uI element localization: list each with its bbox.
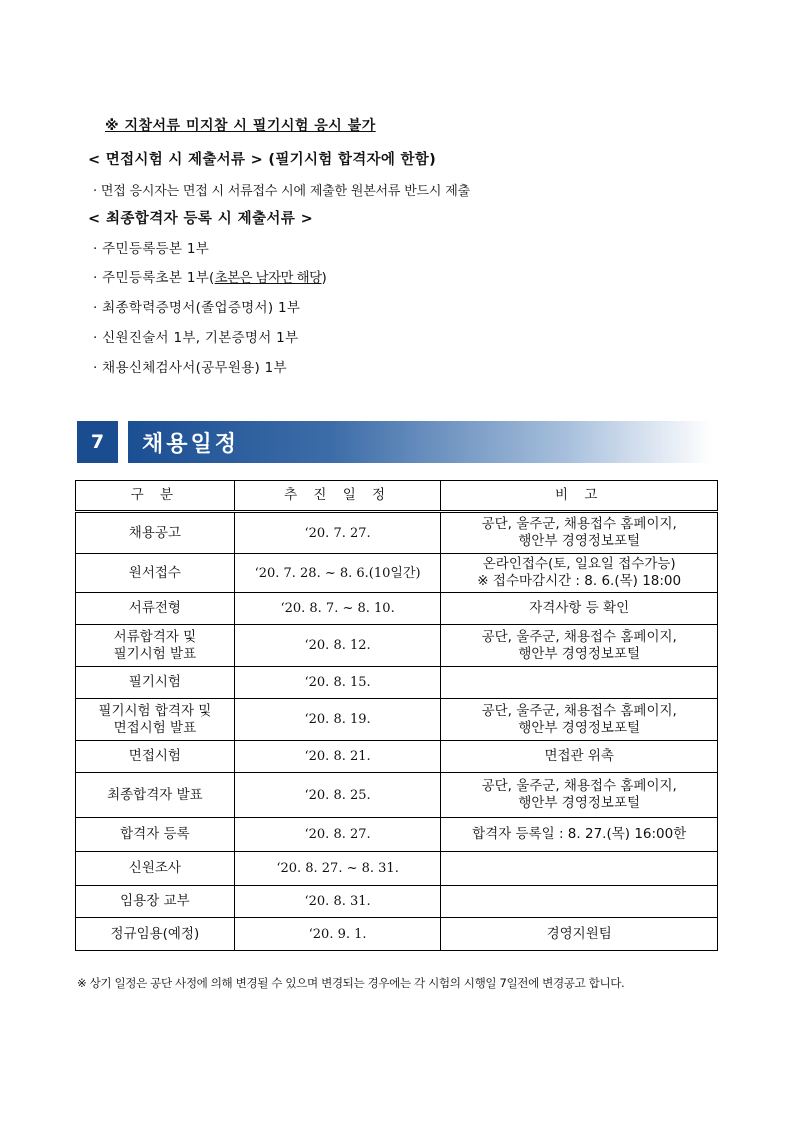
date-cell: ‘20. 8. 31. (234, 886, 441, 918)
date-cell: ‘20. 8. 19. (234, 699, 441, 741)
stage-cell: 최종합격자 발표 (76, 773, 235, 818)
final-doc-item-text: · 주민등록초본 1부( (93, 270, 215, 286)
table-row (76, 593, 718, 625)
table-row (76, 773, 718, 818)
table-row (76, 818, 718, 852)
header-stage: 구 분 (76, 481, 235, 512)
note-cell: 온라인접수(토, 일요일 접수가능) ※ 접수마감시간 : 8. 6.(목) 18:00 (441, 554, 718, 593)
schedule-table (75, 480, 718, 951)
final-doc-item (93, 266, 327, 286)
note-cell (441, 852, 718, 886)
table-row (76, 886, 718, 918)
note-cell (441, 886, 718, 918)
note-cell: 면접관 위촉 (441, 741, 718, 773)
note-cell: 합격자 등록일 : 8. 27.(목) 16:00한 (441, 818, 718, 852)
note-cell: 공단, 울주군, 채용접수 홈페이지, 행안부 경영정보포털 (441, 625, 718, 667)
date-cell: ‘20. 8. 12. (234, 625, 441, 667)
note-cell: 공단, 울주군, 채용접수 홈페이지, 행안부 경영정보포털 (441, 699, 718, 741)
stage-cell: 원서접수 (76, 554, 235, 593)
interview-docs-note: · 면접 응시자는 면접 시 서류접수 시에 제출한 원본서류 반드시 제출 (93, 184, 470, 199)
table-header-row (76, 481, 718, 512)
date-cell: ‘20. 8. 27. ~ 8. 31. (234, 852, 441, 886)
note-cell: 경영지원팀 (441, 918, 718, 951)
table-row (76, 512, 718, 554)
final-doc-item: · 신원진술서 1부, 기본증명서 1부 (93, 330, 299, 346)
stage-cell: 합격자 등록 (76, 818, 235, 852)
final-doc-item: · 최종학력증명서(졸업증명서) 1부 (93, 300, 301, 316)
date-cell: ‘20. 7. 27. (234, 512, 441, 554)
date-cell: ‘20. 7. 28. ~ 8. 6.(10일간) (234, 554, 441, 593)
date-cell: ‘20. 8. 7. ~ 8. 10. (234, 593, 441, 625)
table-row (76, 741, 718, 773)
final-doc-item-condition: 초본은 남자만 해당 (214, 270, 322, 286)
section-number: 7 (77, 421, 118, 463)
stage-cell: 임용장 교부 (76, 886, 235, 918)
stage-cell: 채용공고 (76, 512, 235, 554)
table-row (76, 699, 718, 741)
table-row (76, 667, 718, 699)
footnote: ※ 상기 일정은 공단 사정에 의해 변경될 수 있으며 변경되는 경우에는 각 시험의 시행일 7일전에 변경공고 합니다. (77, 976, 625, 990)
date-cell: ‘20. 9. 1. (234, 918, 441, 951)
table-row (76, 852, 718, 886)
section-title: 채용일정 (128, 421, 712, 463)
stage-cell: 면접시험 (76, 741, 235, 773)
final-doc-item: · 주민등록등본 1부 (93, 241, 210, 257)
date-cell: ‘20. 8. 15. (234, 667, 441, 699)
notice-required-documents: ※ 지참서류 미지참 시 필기시험 응시 불가 (105, 118, 376, 134)
date-cell: ‘20. 8. 27. (234, 818, 441, 852)
stage-cell: 필기시험 (76, 667, 235, 699)
note-cell (441, 667, 718, 699)
header-note: 비 고 (441, 481, 718, 512)
stage-cell: 서류합격자 및 필기시험 발표 (76, 625, 235, 667)
schedule-body (76, 512, 718, 951)
final-doc-item: · 채용신체검사서(공무원용) 1부 (93, 360, 287, 376)
date-cell: ‘20. 8. 25. (234, 773, 441, 818)
table-row (76, 625, 718, 667)
interview-docs-heading: < 면접시험 시 제출서류 > (필기시험 합격자에 한함) (88, 152, 437, 168)
note-cell: 공단, 울주군, 채용접수 홈페이지, 행안부 경영정보포털 (441, 773, 718, 818)
stage-cell: 신원조사 (76, 852, 235, 886)
note-cell: 자격사항 등 확인 (441, 593, 718, 625)
header-date: 추 진 일 정 (234, 481, 441, 512)
table-row (76, 918, 718, 951)
table-row (76, 554, 718, 593)
final-doc-item-suffix: ) (321, 270, 328, 286)
stage-cell: 서류전형 (76, 593, 235, 625)
stage-cell: 정규임용(예정) (76, 918, 235, 951)
note-cell: 공단, 울주군, 채용접수 홈페이지, 행안부 경영정보포털 (441, 512, 718, 554)
final-docs-heading: < 최종합격자 등록 시 제출서류 > (88, 211, 314, 227)
date-cell: ‘20. 8. 21. (234, 741, 441, 773)
stage-cell: 필기시험 합격자 및 면접시험 발표 (76, 699, 235, 741)
